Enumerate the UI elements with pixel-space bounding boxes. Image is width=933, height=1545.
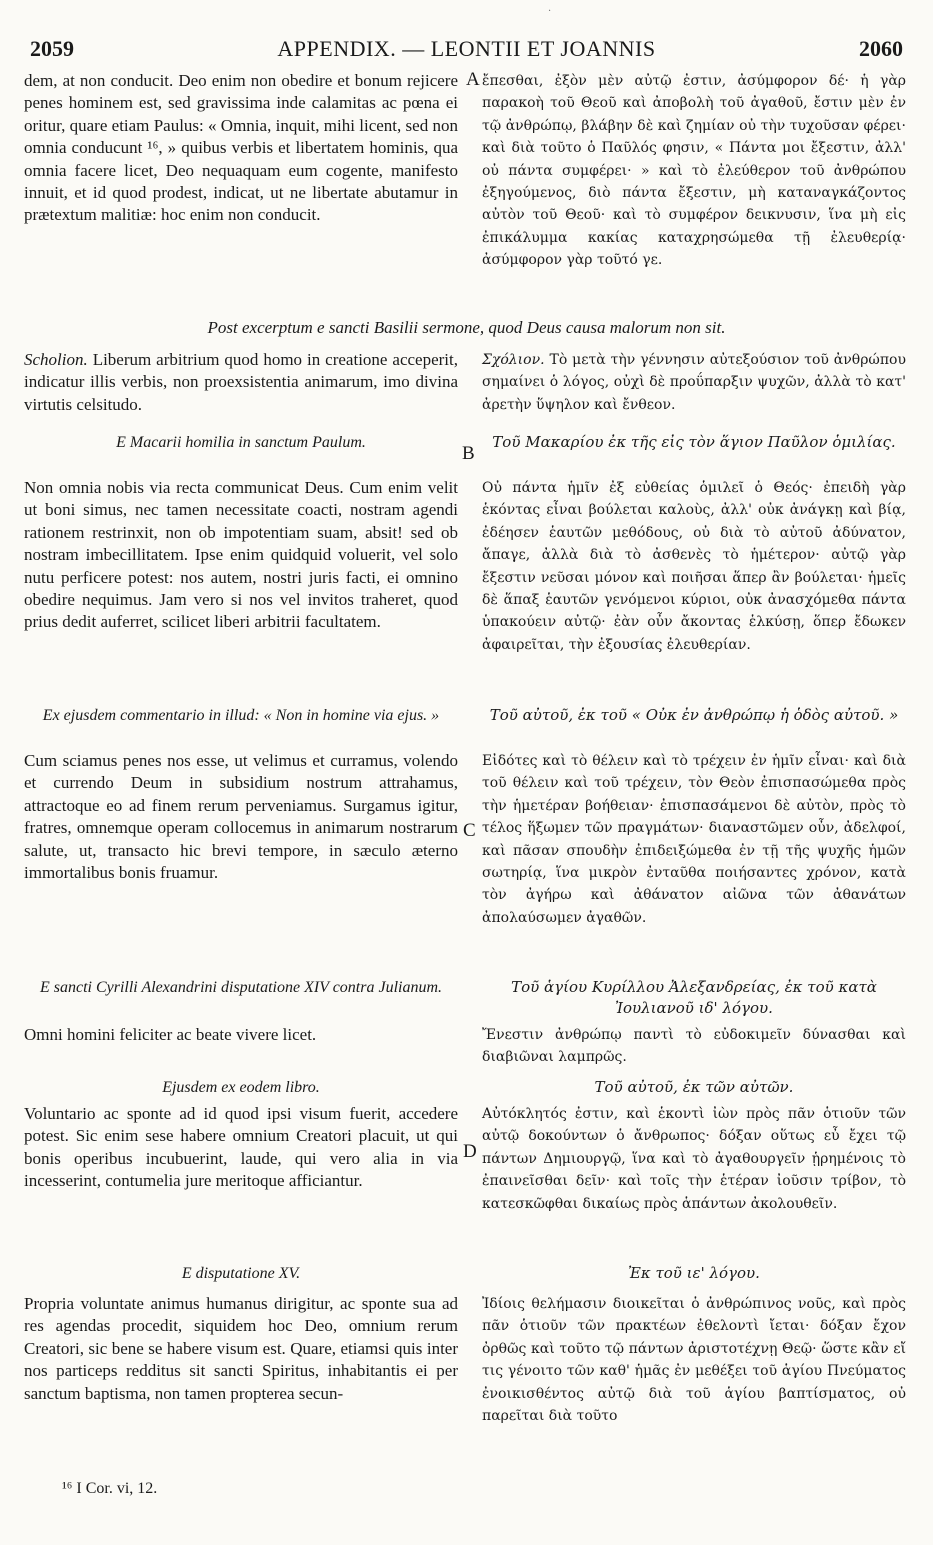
margin-letter-b: B [462, 443, 475, 464]
heading-cyril-latin: E sancti Cyrilli Alexandrini disputatione XIV contra Julianum. [39, 979, 443, 996]
latin-paragraph-3: Cum sciamus penes nos esse, ut velimus et curramus, volendo et currendo Deum in subsidium nostrum attrahamus, attractoque eo ad finem rerum perveniamus. Surgamus igitur, fratres, omnemque operam collocemus in animarum nostrarum salute, ut, transacto hic brevi tempore, in sæculo æterno immortalibus bonis fruamur. [24, 751, 458, 883]
greek-paragraph-4: Ἔνεστιν ἀνθρώπῳ παντὶ τὸ εὐδοκιμεῖν δύνασθαι καὶ διαβιῶναι λαμπρῶς. [482, 1027, 906, 1066]
heading-macarius-greek: Τοῦ Μακαρίου ἐκ τῆς εἰς τὸν ἅγιον Παῦλον ὁμιλίας. [492, 433, 896, 451]
greek-paragraph-3: Εἰδότες καὶ τὸ θέλειν καὶ τὸ τρέχειν ἐν ἡμῖν εἶναι· καὶ διὰ τοῦ θέλειν καὶ τοῦ τρέχειν, τὸν Θεὸν ἐπισπασώμεθα πρὸς τὴν ἡμετέραν βοήθειαν· ἐπισπασάμενοι δὲ αὐτὸν, πρὸς τὸ τέλος ἥξωμεν τῶν πραγμάτων· διαναστῶμεν οὖν, ἀδελφοί, καὶ πᾶσαν σπουδὴν ἐπιδειξώμεθα ἐν τῇ τῆς ψυχῆς ἡμῶν σωτηρίᾳ, ἵνα μικρὸν ἐνταῦθα ποιήσαντες χρόνον, κατὰ τὸν ἀγήρω καὶ ἀθάνατον αἰῶνα τῶν ἀθανάτων ἀπολαύσωμεν ἀγαθῶν. [482, 753, 906, 926]
margin-letter-d: D [463, 1141, 477, 1162]
page-mark: · [548, 6, 552, 17]
heading-disputation-15-latin: E disputatione XV. [181, 1265, 301, 1282]
greek-paragraph-6: Ἰδίοις θελήμασιν διοικεῖται ὁ ἀνθρώπινος νοῦς, καὶ πρὸς πᾶν ὁτιοῦν τῶν πρακτέων ἐθελοντὶ ἴεται· δόξαν ἔχον ὀρθῶς καὶ τοῦτο τῷ πάντων ἀριστοτέχνῃ Θεῷ· ὥστε κἂν εἴ τις γένοιτο τῶν καθ' ἡμᾶς ἐν μεθέξει τοῦ ἁγίου Πνεύματος ἐνοικισθέντος αὐτῷ διὰ τοῦ ἁγίου βαπτίσματος, οὐ παρεῖται διὰ τοῦτο [482, 1296, 906, 1425]
scholion-text-greek: Τὸ μετὰ τὴν γέννησιν αὐτεξούσιον τοῦ ἀνθρώπου σημαίνει ὁ λόγος, οὐχὶ δὲ προΰπαρξιν ψυχῶν, ἀλλὰ τὸ κατ' ἀρετὴν ὕψηλον καὶ ἔνθεον. [482, 352, 906, 413]
heading-cyril-greek: Τοῦ ἁγίου Κυρίλλου Ἀλεξανδρείας, ἐκ τοῦ κατὰ Ἰουλιανοῦ ιδ' λόγου. [511, 978, 877, 1017]
heading-same-book-latin: Ejusdem ex eodem libro. [162, 1079, 320, 1096]
scholion-label-latin: Scholion. [24, 350, 88, 369]
heading-same-book-greek: Τοῦ αὐτοῦ, ἐκ τῶν αὐτῶν. [594, 1078, 794, 1096]
heading-commentary-greek: Τοῦ αὐτοῦ, ἐκ τοῦ « Οὐκ ἐν ἀνθρώπῳ ἡ ὁδὸς αὐτοῦ. » [489, 706, 899, 724]
latin-paragraph-5: Voluntario ac sponte ad id quod ipsi visum fuerit, accedere potest. Sic enim sese habere omnium Creatori placuit, ut qui bonis operibus incubuerint, laude, qui vero alia in via incesserint, contumelia jure meritoque afficiantur. [24, 1104, 458, 1191]
latin-paragraph-1: dem, at non conducit. Deo enim non obedire et bonum rejicere penes hominem est, sed gravissima inde calamitas ac pœna ei oritur, quare etiam Paulus: « Omnia, inquit, mihi licent, sed non omnia conducunt ¹⁶, » quibus verbis et libertatem hominis, qua omnia facere licet, Deo nequaquam eum cogente, manifesto innuit, et id quod prodest, indicat, ut ne libertate abutamur in prætextum malitiæ: hoc enim non conducit. [24, 71, 458, 225]
section-heading-basil: Post excerptum e sancti Basilii sermone, quod Deus causa malorum non sit. [207, 318, 726, 337]
latin-paragraph-2: Non omnia nobis via recta communicat Deus. Cum enim velit ut boni simus, nec tamen necessitate coacti, nostram agendi rationem restrinxit, non ob impotentiam suam, absit! sed ob nostram imbecillitatem. Ipse enim quidquid voluerit, vel solo nutu perficere potest: nos autem, nostri juris facti, ei omnino obedire nequimus. Jam vero si nos vel invitos traheret, quod prius dedit auferret, scilicet liberi arbitrii facultatem. [24, 478, 458, 632]
latin-scholion [24, 349, 458, 416]
greek-paragraph-1: ἔπεσθαι, ἐξὸν μὲν αὐτῷ ἐστιν, ἀσύμφορον δέ· ἡ γὰρ παρακοὴ τοῦ Θεοῦ καὶ ἀποβολὴ τοῦ ἀγαθοῦ, ἔστιν μὲν ἐν τῷ ἀνθρώπῳ, βλάβην δὲ καὶ ζημίαν οὐ τὴν τυχοῦσαν φέρει· καὶ διὰ τοῦτο ὁ Παῦλός φησιν, « Πάντα μοι ἔξεστιν, ἀλλ' οὐ πάντα συμφέρει· » καὶ τὸ ἐλεύθερον τοῦ ἀνθρώπου ἐξηγούμενος, διὸ πάντα ἔξεστιν, μὴ καταναγκάζοντος αὐτὸν τοῦ Θεοῦ· καὶ τὸ συμφέρον δεικνυσιν, ἵνα μὴ εἰς ἐπικάλυμμα κακίας καταχρησώμεθα τῇ ἐλευθερίᾳ· ἀσύμφορον γὰρ τοῦτό γε. [482, 73, 906, 269]
margin-letter-c: C [463, 820, 476, 841]
page-header [30, 36, 903, 66]
greek-scholion [482, 349, 906, 416]
page-number-right: 2060 [859, 36, 903, 61]
scholion-text-latin: Liberum arbitrium quod homo in creatione acceperit, indicatur illis verbis, non proexsistentia animarum, imo divina virtutis celsitudo. [24, 350, 458, 414]
margin-letter-a: A [466, 69, 480, 90]
scholion-label-greek: Σχόλιον. [482, 352, 545, 368]
page-number-left: 2059 [30, 36, 74, 61]
heading-disputation-15-greek: Ἐκ τοῦ ιε' λόγου. [628, 1264, 760, 1282]
heading-commentary-latin: Ex ejusdem commentario in illud: « Non in homine via ejus. » [42, 707, 440, 724]
footnote: ¹⁶ I Cor. vi, 12. [62, 1480, 158, 1497]
heading-macarius-latin: E Macarii homilia in sanctum Paulum. [116, 434, 366, 451]
latin-paragraph-6: Propria voluntate animus humanus dirigitur, ac sponte sua ad res agendas procedit, siquidem hoc Deo, omnium rerum Creatori, sic bene se habere visum est. Quare, etiamsi quis inter nos particeps redditus sit sancti Spiritus, inhabitantis ei per sanctum baptisma, non tamen propterea secun- [24, 1294, 458, 1403]
running-title: APPENDIX. — LEONTII ET JOANNIS [277, 36, 656, 61]
greek-paragraph-5: Αὐτόκλητός ἐστιν, καὶ ἑκοντὶ ἰὼν πρὸς πᾶν ὁτιοῦν τῶν αὐτῷ δοκούντων ὁ ἄνθρωπος· δόξαν οὕτως εὖ ἔχει τῷ πάντων Δημιουργῷ, ἵνα καὶ τὸ ἀγαθουργεῖν ᾑρημένοις τὸ ἐπαινεῖσθαι δεῖν· καὶ τοῖς τὴν ἑτέραν ἰοῦσιν τρίβον, τὸ κατεσκῶφθαι δικαίως πρὸς ἁπάντων ἀκολουθεῖν. [482, 1106, 906, 1212]
greek-paragraph-2: Οὐ πάντα ἡμῖν ἐξ εὐθείας ὁμιλεῖ ὁ Θεός· ἐπειδὴ γὰρ ἑκόντας εἶναι βούλεται καλοὺς, ἀλλ' οὐκ ἀνάγκῃ καὶ βίᾳ, ἐδέησεν ἑαυτῶν μεθόδους, οὐ διὰ τὸ αὐτοῦ ἀδύνατον, ἄπαγε, ἀλλὰ διὰ τὸ ἀσθενὲς τὸ ἡμέτερον· αὐτῷ γὰρ ἔξεστιν νεῦσαι μόνον καὶ ποιῆσαι ἅπερ ἂν βούλεται· ἡμεῖς δὲ ἅπαξ ἑαυτῶν γενόμενοι κύριοι, οὐκ ἀνασχόμεθα πάντα ὑπακούειν αὐτῷ· ἐὰν οὖν ἄκοντας ἑλκύσῃ, ὅπερ ἔδωκεν ἀφαιρεῖται, τὴν ἐξουσίας ἐλευθερίαν. [482, 480, 906, 653]
latin-paragraph-4: Omni homini feliciter ac beate vivere licet. [24, 1025, 317, 1044]
